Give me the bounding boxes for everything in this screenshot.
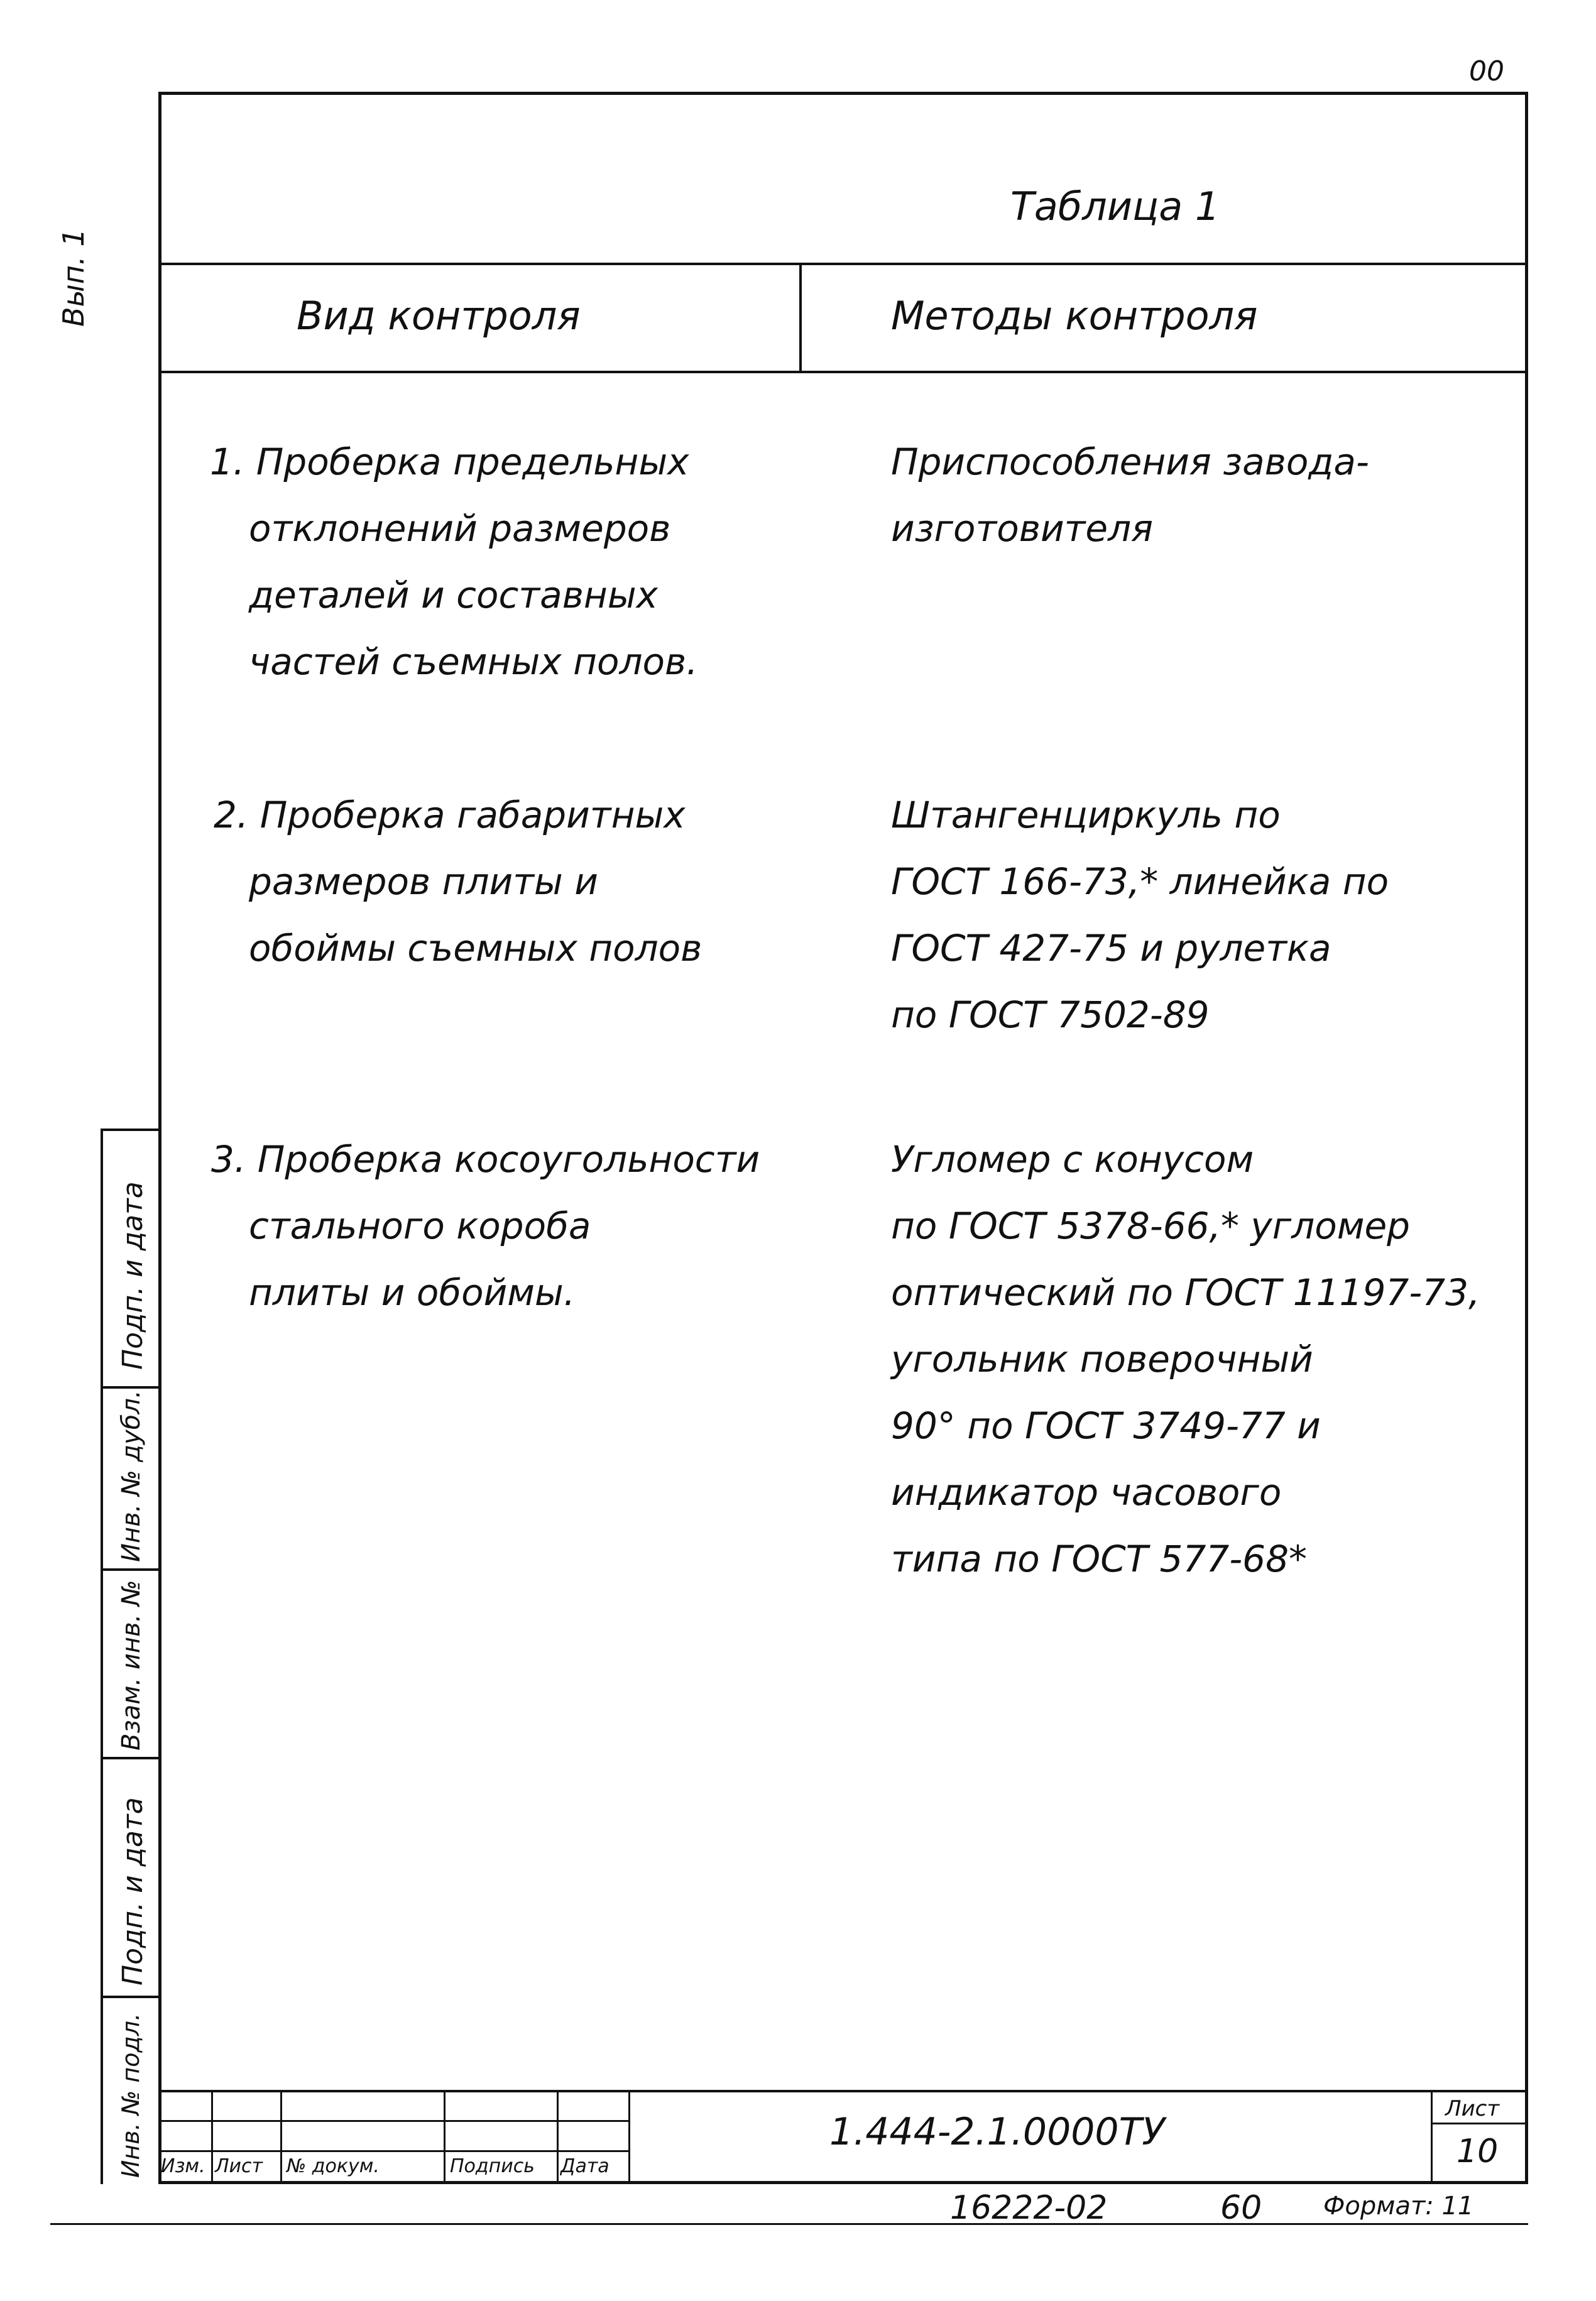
- side-label-vzam-inv: Взам. инв. №: [117, 1580, 146, 1751]
- frame-right-border: [1525, 92, 1528, 2184]
- stamp-label-list: Лист: [215, 2155, 263, 2177]
- row3-control-line1: 3. Проберка косоугольности: [211, 1138, 760, 1181]
- row1-control-line4: частей съемных полов.: [249, 640, 698, 683]
- stamp-label-podpis: Подпись: [450, 2155, 535, 2177]
- side-strip-left: [101, 1129, 103, 2184]
- table-title: Таблица 1: [1010, 183, 1220, 229]
- row2-control-line2: размеров плиты и: [249, 860, 598, 903]
- row2-control-line1: 2. Проберка габаритных: [214, 794, 686, 836]
- stamp-col-5: [628, 2090, 630, 2183]
- row1-method-line1: Приспособления завода-: [891, 440, 1369, 483]
- stamp-col-3: [444, 2090, 445, 2183]
- side-strip-rule-3: [101, 1568, 161, 1571]
- row3-method-line2: по ГОСТ 5378-66,* угломер: [891, 1205, 1410, 1247]
- side-strip-rule-1: [101, 1129, 161, 1131]
- row1-control-line1: 1. Проберка предельных: [210, 440, 689, 483]
- row2-control-line3: обоймы съемных полов: [249, 927, 702, 970]
- row3-method-line7: типа по ГОСТ 577-68*: [891, 1538, 1307, 1580]
- frame-bottom-border: [158, 2181, 1528, 2184]
- side-strip-rule-4: [101, 1757, 161, 1759]
- side-label-sign-date-2: Подп. и дата: [117, 1797, 149, 1986]
- row3-control-line3: плиты и обоймы.: [249, 1271, 576, 1314]
- header-control-methods: Методы контроля: [891, 293, 1258, 339]
- header-top-rule: [158, 263, 1528, 265]
- stamp-col-4: [557, 2090, 559, 2183]
- row2-method-line2: ГОСТ 166-73,* линейка по: [891, 860, 1389, 903]
- document-designation: 1.444-2.1.0000ТУ: [829, 2110, 1165, 2154]
- row1-control-line3: деталей и составных: [249, 574, 658, 616]
- side-strip-rule-5: [101, 1996, 161, 1998]
- row3-control-line2: стального короба: [249, 1205, 591, 1247]
- row3-method-line3: оптический по ГОСТ 11197-73,: [891, 1271, 1480, 1314]
- stamp-label-data: Дата: [560, 2155, 609, 2177]
- row2-method-line1: Штангенциркуль по: [891, 794, 1281, 836]
- row3-method-line4: угольник поверочный: [891, 1338, 1313, 1380]
- stamp-col-1: [211, 2090, 213, 2183]
- header-control-type: Вид контроля: [297, 293, 581, 339]
- corner-fragment: 00: [1469, 55, 1504, 87]
- footer-code: 16222-02: [950, 2189, 1108, 2227]
- column-divider: [799, 263, 802, 373]
- side-label-inv-podl: Инв. № подл.: [117, 2013, 145, 2178]
- side-label-inv-dubl: Инв. № дубл.: [117, 1390, 146, 1562]
- row3-method-line5: 90° по ГОСТ 3749-77 и: [891, 1404, 1321, 1447]
- row3-method-line1: Угломер с конусом: [891, 1138, 1254, 1181]
- footer-number: 60: [1220, 2189, 1262, 2227]
- footer-format: Формат: 11: [1323, 2192, 1474, 2221]
- sheet-label: Лист: [1445, 2096, 1500, 2121]
- stamp-sheet-col: [1431, 2090, 1433, 2183]
- frame-top-border: [158, 92, 1528, 95]
- stamp-top-rule: [158, 2090, 1528, 2092]
- row3-method-line6: индикатор часового: [891, 1471, 1282, 1514]
- stamp-rule-row1: [158, 2120, 630, 2122]
- footer-rule: [50, 2223, 1528, 2225]
- side-label-issue: Вып. 1: [57, 228, 90, 327]
- stamp-rule-row2: [158, 2150, 630, 2152]
- side-label-sign-date-1: Подп. и дата: [117, 1181, 149, 1370]
- stamp-label-izm: Изм.: [161, 2155, 205, 2177]
- stamp-sheet-rule: [1431, 2123, 1528, 2124]
- row2-method-line3: ГОСТ 427-75 и рулетка: [891, 927, 1331, 970]
- row1-method-line2: изготовителя: [891, 507, 1154, 550]
- row1-control-line2: отклонений размеров: [249, 507, 671, 550]
- stamp-col-2: [280, 2090, 282, 2183]
- stamp-label-dokum: № докум.: [287, 2155, 380, 2177]
- sheet-number: 10: [1457, 2133, 1499, 2170]
- header-bottom-rule: [158, 371, 1528, 373]
- row2-method-line4: по ГОСТ 7502-89: [891, 993, 1210, 1036]
- side-strip-rule-2: [101, 1386, 161, 1389]
- frame-left-border: [158, 92, 161, 2184]
